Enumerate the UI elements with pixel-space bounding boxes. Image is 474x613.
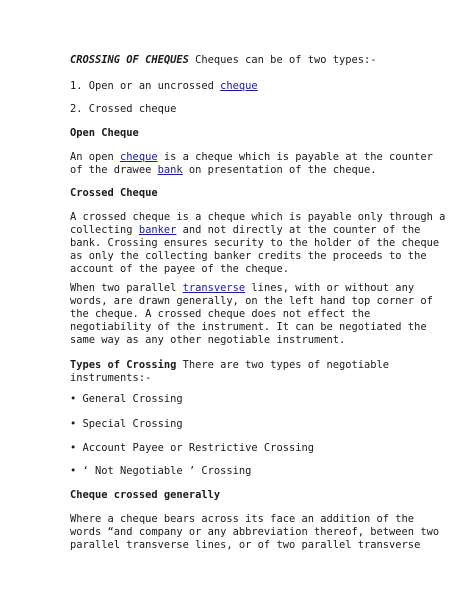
paragraph-text: and not directly at the counter of the <box>176 223 421 236</box>
paragraph-line: the cheque. A crossed cheque does not effect the <box>70 307 371 320</box>
crossed-cheque-paragraph-2 <box>70 282 433 346</box>
bullet-special-crossing: • Special Crossing <box>70 418 183 430</box>
title-paragraph <box>70 54 410 67</box>
paragraph-line: Where a cheque bears across its face an addition of the <box>70 513 415 525</box>
paragraph-line: words “and company or any abbreviation thereof, between two <box>70 525 440 538</box>
paragraph-line: as only the collecting banker credits the proceeds to the <box>70 249 427 262</box>
bullet-not-negotiable-crossing: • ‘ Not Negotiable ’ Crossing <box>70 465 252 477</box>
section-title: CROSSING OF CHEQUES <box>70 54 189 66</box>
bullet-account-payee-crossing: • Account Payee or Restrictive Crossing <box>70 442 314 454</box>
bank-link[interactable]: bank <box>157 163 183 176</box>
paragraph-line: negotiability of the instrument. It can be negotiated the <box>70 320 427 333</box>
transverse-link[interactable]: transverse <box>182 282 246 294</box>
types-of-crossing-paragraph <box>70 359 410 385</box>
cheque-crossed-generally-paragraph <box>70 513 440 552</box>
bullet-item <box>70 442 410 455</box>
open-cheque-text: on presentation of the cheque. <box>182 163 377 176</box>
bullet-general-crossing: • General Crossing <box>70 393 183 405</box>
types-of-crossing-heading: Types of Crossing <box>70 359 177 371</box>
paragraph-line: bank. Crossing ensures security to the holder of the cheque <box>70 236 440 249</box>
paragraph-text: collecting <box>70 223 139 236</box>
bullet-item <box>70 418 410 431</box>
paragraph-text: When two parallel <box>70 282 183 294</box>
open-cheque-text: of the drawee <box>70 163 158 176</box>
open-cheque-text: An open <box>70 151 121 163</box>
open-cheque-heading-text: Open Cheque <box>70 127 139 139</box>
cheque-crossed-generally-heading-text: Cheque crossed generally <box>70 489 221 501</box>
open-cheque-text: is a cheque which is payable at the counter <box>157 151 433 163</box>
banker-link[interactable]: banker <box>138 223 177 236</box>
crossed-cheque-paragraph-1 <box>70 211 446 275</box>
paragraph-line: instruments:- <box>70 371 152 384</box>
paragraph-line: A crossed cheque is a cheque which is payable only through a <box>70 211 446 223</box>
crossed-cheque-heading <box>70 187 410 200</box>
paragraph-line: same way as any other negotiable instrument. <box>70 333 346 346</box>
bullet-item <box>70 465 410 478</box>
paragraph-line: words, are drawn generally, on the left hand top corner of <box>70 294 433 307</box>
paragraph-line: account of the payee of the cheque. <box>70 262 289 275</box>
type-item-1 <box>70 80 410 93</box>
cheque-crossed-generally-heading <box>70 489 410 502</box>
paragraph-text: There are two types of negotiable <box>176 359 390 371</box>
open-cheque-heading <box>70 127 410 140</box>
title-rest-text: Cheques can be of two types:- <box>188 54 377 66</box>
type-item-2 <box>70 103 410 116</box>
paragraph-text: lines, with or without any <box>245 282 415 294</box>
type-item-1-text: 1. Open or an uncrossed <box>70 80 221 92</box>
cheque-link[interactable]: cheque <box>120 151 158 163</box>
cheque-link[interactable]: cheque <box>220 80 258 92</box>
bullet-item <box>70 393 410 406</box>
paragraph-line: parallel transverse lines, or of two parallel transverse <box>70 538 421 551</box>
open-cheque-paragraph <box>70 151 433 177</box>
crossed-cheque-heading-text: Crossed Cheque <box>70 187 158 199</box>
type-item-2-text: 2. Crossed cheque <box>70 103 177 115</box>
